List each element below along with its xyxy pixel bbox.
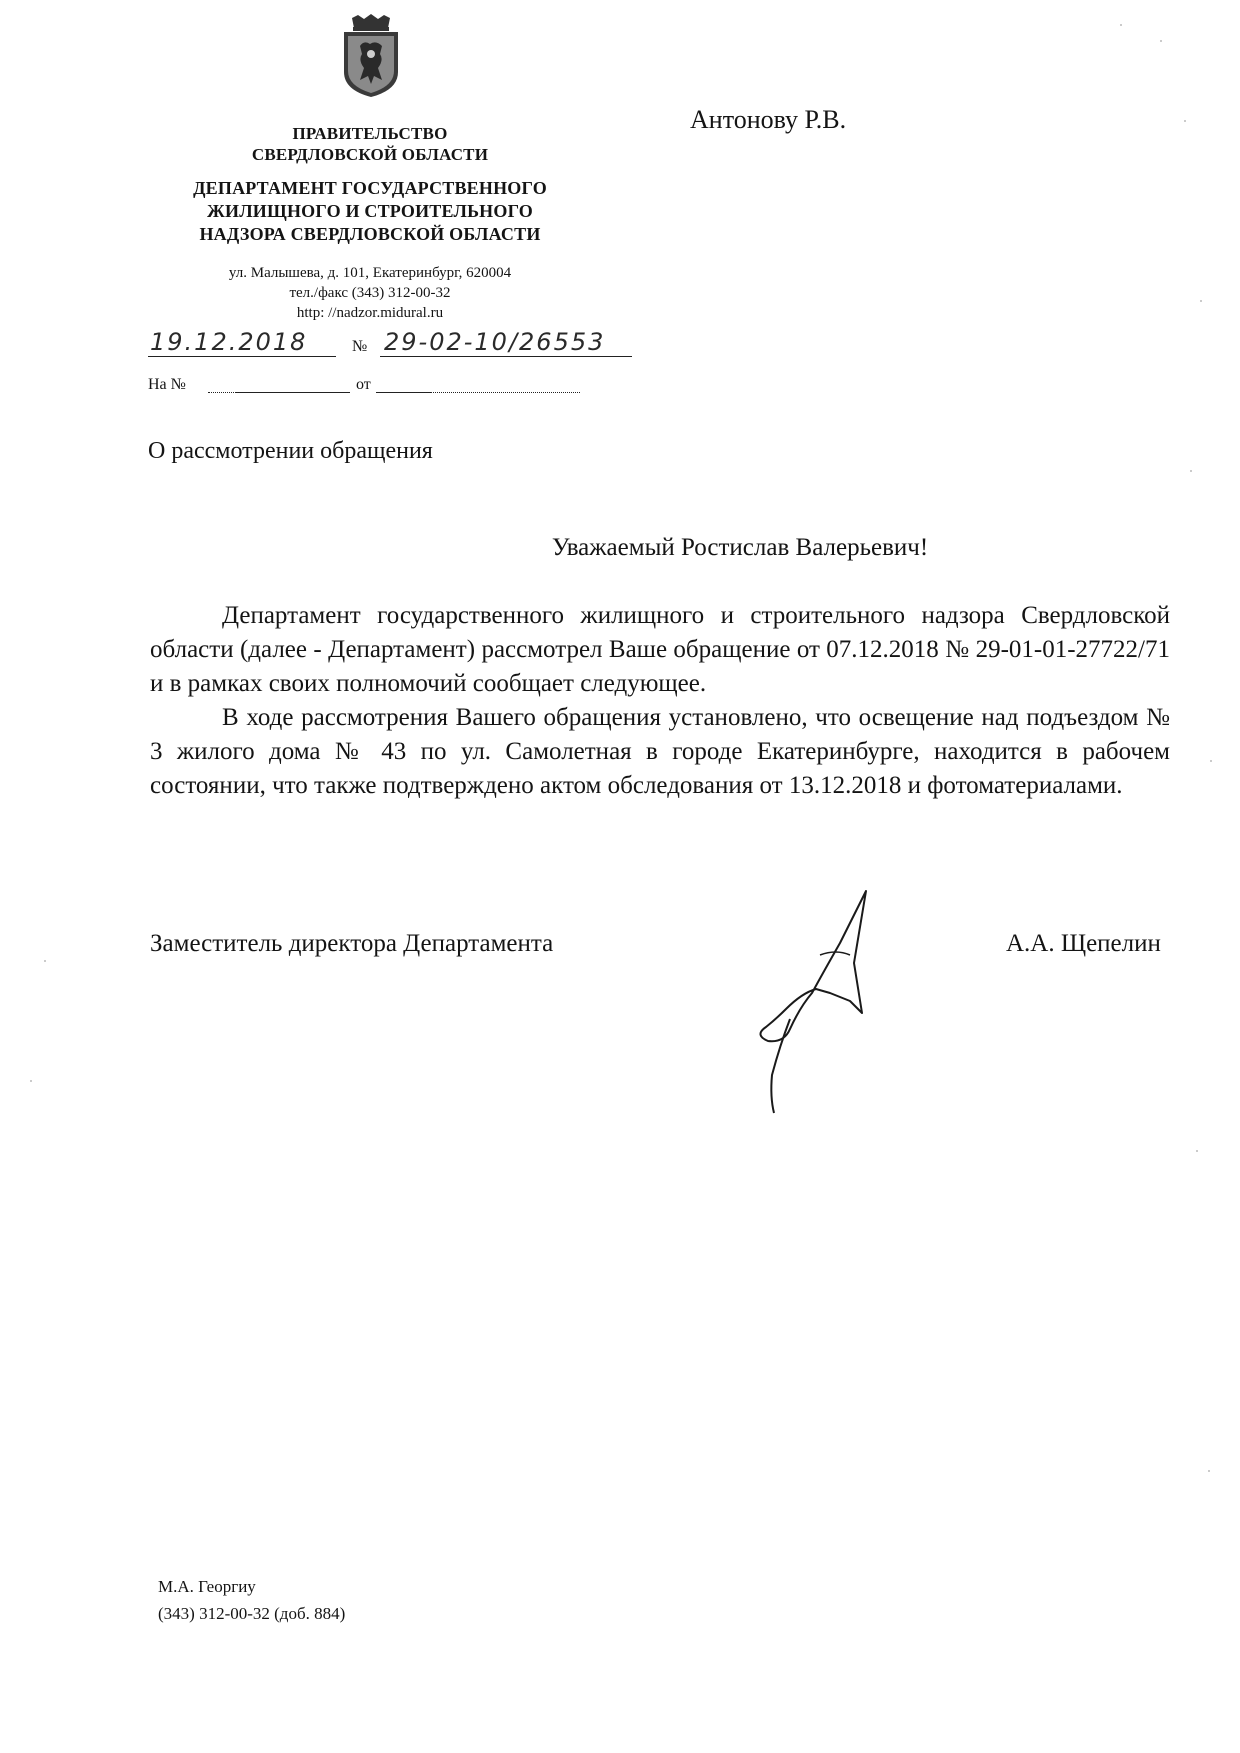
department-website: http: //nadzor.midural.ru [296,305,444,321]
department-phone: тел./факс (343) 312-00-32 [289,285,451,301]
department-line: НАДЗОРА СВЕРДЛОВСКОЙ ОБЛАСТИ [199,224,541,244]
scan-speck [1210,760,1212,762]
scan-speck [1208,1470,1210,1472]
department-address: ул. Малышева, д. 101, Екатеринбург, 620004 [228,265,512,281]
reference-label: На № [148,376,186,393]
from-dots [430,392,580,393]
scan-speck [1160,40,1162,42]
from-label: от [356,376,371,393]
registration-number: 29-02-10/26553 [384,328,606,356]
coat-of-arms-icon [338,14,404,98]
government-line: СВЕРДЛОВСКОЙ ОБЛАСТИ [251,145,489,164]
registration-date: 19.12.2018 [150,328,308,356]
reference-underline [236,392,350,393]
government-title [200,123,540,165]
executor-phone: (343) 312-00-32 (доб. 884) [158,1604,346,1623]
department-contacts [160,263,580,323]
letter-body [150,599,1170,803]
executor-info [158,1573,345,1627]
reference-dots [208,392,236,393]
scan-speck [44,960,46,962]
paragraph: В ходе рассмотрения Вашего обращения установлено, что освещение над подъездом № 3 жилого дома № 43 по ул. Самолетная в городе Екатеринбурге, находится в рабочем состоянии, что также подтверждено актом обследования от 13.12.2018 и фотоматериалами. [150,704,1170,799]
registration-line [148,328,638,368]
government-line: ПРАВИТЕЛЬСТВО [292,124,448,143]
subject: О рассмотрении обращения [148,438,433,464]
signer-name: А.А. Щепелин [1006,930,1161,957]
scan-speck [30,1080,32,1082]
scan-speck [1196,1150,1198,1152]
from-underline [376,392,430,393]
department-line: ДЕПАРТАМЕНТ ГОСУДАРСТВЕННОГО [193,178,547,198]
date-underline [148,356,336,357]
recipient: Антонову Р.В. [690,105,847,134]
greeting: Уважаемый Ростислав Валерьевич! [551,534,929,561]
number-label: № [352,338,368,355]
executor-name: М.А. Георгиу [158,1577,256,1596]
scan-speck [1120,24,1122,26]
scan-speck [1190,470,1192,472]
scan-speck [1184,120,1186,122]
handwritten-signature [750,885,890,1115]
scan-speck [1200,300,1202,302]
reference-line [148,376,608,400]
number-underline [380,356,632,357]
signer-title: Заместитель директора Департамента [150,930,554,957]
department-title [150,177,590,246]
paragraph: Департамент государственного жилищного и строительного надзора Свердловской области (далее - Департамент) рассмотрел Ваше обращение от 07.12.2018 № 29-01-01-27722/71 и в рамках своих полномочий сообщает следующее. [150,602,1170,697]
department-line: ЖИЛИЩНОГО И СТРОИТЕЛЬНОГО [207,201,533,221]
